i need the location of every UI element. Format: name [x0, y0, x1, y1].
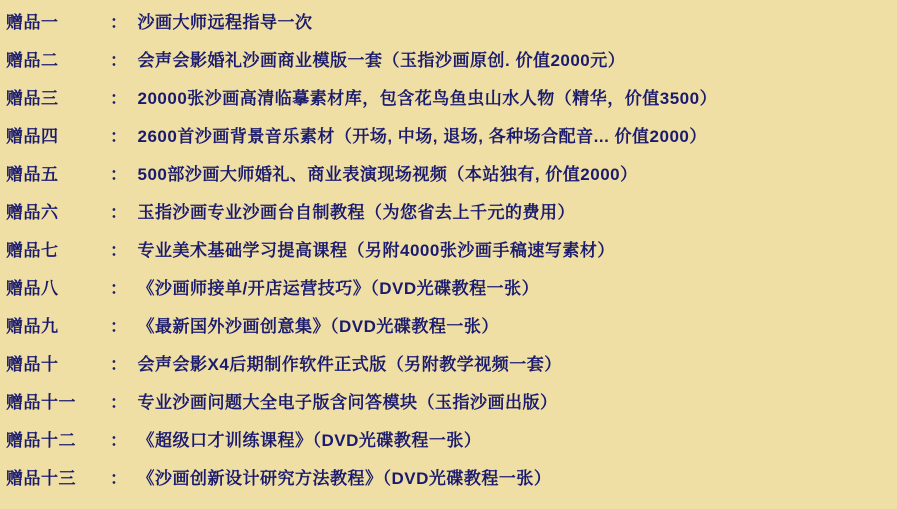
- list-item: [6, 160, 897, 198]
- gift-label: 赠品六: [6, 203, 59, 222]
- list-item: [6, 84, 897, 122]
- gift-description: 专业沙画问题大全电子版含问答模块（玉指沙画出版）: [137, 393, 558, 412]
- list-item: [6, 236, 897, 274]
- gift-separator: ：: [110, 89, 128, 108]
- gift-description: 2600首沙画背景音乐素材（开场, 中场, 退场, 各种场合配音... 价值2000）: [137, 127, 707, 146]
- gift-description: 会声会影X4后期制作软件正式版（另附教学视频一套）: [137, 355, 562, 374]
- gift-label: 赠品七: [6, 241, 59, 260]
- gift-label: 赠品九: [6, 317, 59, 336]
- gift-description: 《沙画师接单/开店运营技巧》（DVD光碟教程一张）: [137, 279, 540, 298]
- gift-separator: ：: [110, 393, 128, 412]
- gift-description: 玉指沙画专业沙画台自制教程（为您省去上千元的费用）: [137, 203, 575, 222]
- gift-separator: ：: [110, 51, 128, 70]
- gift-description: 沙画大师远程指导一次: [137, 13, 313, 32]
- gift-description: 《超级口才训练课程》（DVD光碟教程一张）: [137, 431, 482, 450]
- gift-label: 赠品一: [6, 13, 59, 32]
- gift-label: 赠品十二: [6, 431, 76, 450]
- list-item: [6, 274, 897, 312]
- list-item: [6, 8, 897, 46]
- list-item: [6, 122, 897, 160]
- gift-label: 赠品二: [6, 51, 59, 70]
- gift-description: 500部沙画大师婚礼、商业表演现场视频（本站独有, 价值2000）: [137, 165, 638, 184]
- list-item: [6, 350, 897, 388]
- list-item: [6, 198, 897, 236]
- gift-label: 赠品八: [6, 279, 59, 298]
- gift-description: 专业美术基础学习提高课程（另附4000张沙画手稿速写素材）: [137, 241, 615, 260]
- gift-label: 赠品三: [6, 89, 59, 108]
- gift-description: 《最新国外沙画创意集》（DVD光碟教程一张）: [137, 317, 499, 336]
- list-item: [6, 46, 897, 84]
- gift-separator: ：: [110, 317, 128, 336]
- gift-description: 《沙画创新设计研究方法教程》（DVD光碟教程一张）: [137, 469, 552, 488]
- gift-separator: ：: [110, 203, 128, 222]
- gift-description: 20000张沙画高清临摹素材库，包含花鸟鱼虫山水人物（精华，价值3500）: [137, 89, 718, 108]
- gift-separator: ：: [110, 241, 128, 260]
- list-item: [6, 464, 897, 502]
- gift-label: 赠品四: [6, 127, 59, 146]
- gift-description: 会声会影婚礼沙画商业模版一套（玉指沙画原创. 价值2000元）: [137, 51, 626, 70]
- gift-separator: ：: [110, 165, 128, 184]
- list-item: [6, 312, 897, 350]
- list-item: [6, 426, 897, 464]
- gift-separator: ：: [110, 431, 128, 450]
- gift-separator: ：: [110, 127, 128, 146]
- gift-separator: ：: [110, 355, 128, 374]
- gift-separator: ：: [110, 279, 128, 298]
- gift-label: 赠品十: [6, 355, 59, 374]
- gift-separator: ：: [110, 13, 128, 32]
- list-item: [6, 388, 897, 426]
- gift-separator: ：: [110, 469, 128, 488]
- gift-label: 赠品十三: [6, 469, 76, 488]
- gift-label: 赠品十一: [6, 393, 76, 412]
- gift-label: 赠品五: [6, 165, 59, 184]
